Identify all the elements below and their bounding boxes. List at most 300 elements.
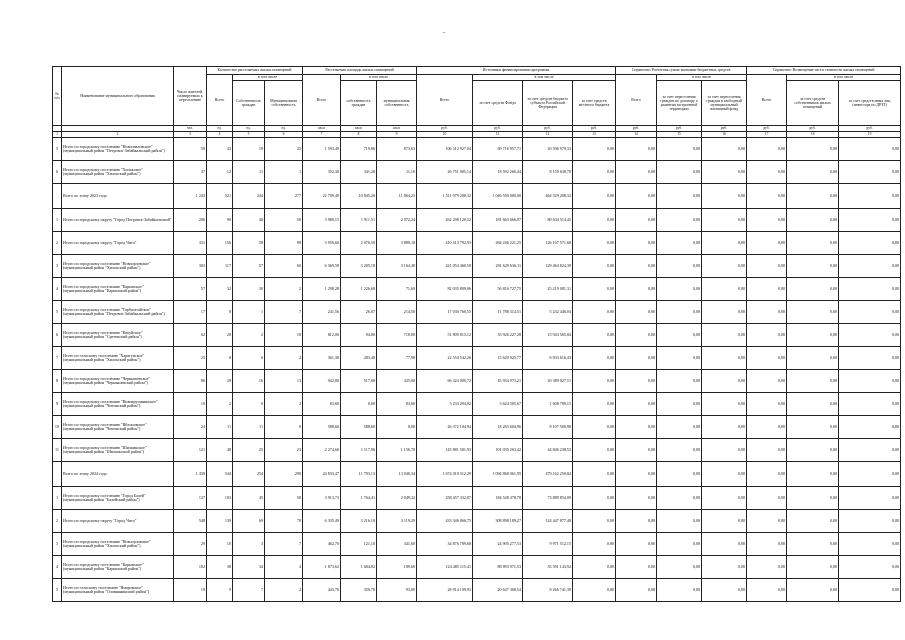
row-index — [53, 184, 62, 209]
value-cell: 56 816 727,75 — [473, 278, 523, 301]
value-cell: 0,00 — [657, 439, 702, 462]
table-row — [53, 161, 901, 184]
unit-cell: кв.м — [377, 126, 417, 132]
value-cell: 19 — [174, 579, 207, 602]
value-cell: 0,00 — [839, 510, 901, 533]
unit-cell: руб. — [417, 126, 473, 132]
value-cell: 45 — [233, 487, 265, 510]
value-cell: 462,70 — [303, 533, 341, 556]
value-cell: 45 934 973,21 — [473, 370, 523, 393]
column-number-cell: 1 — [53, 132, 62, 138]
value-cell: 8 — [207, 301, 233, 324]
value-cell: 291 629 636,11 — [473, 255, 523, 278]
value-cell: 17 — [174, 301, 207, 324]
value-cell: 11 793,13 — [341, 462, 377, 487]
row-index: 8 — [53, 370, 62, 393]
value-cell: 0,00 — [747, 393, 787, 416]
value-cell: 350,70 — [341, 579, 377, 602]
value-cell: 20 596 979,33 — [523, 138, 573, 161]
value-cell: 69 — [233, 510, 265, 533]
value-cell: 58 — [265, 487, 303, 510]
value-cell: 0,00 — [787, 579, 839, 602]
value-cell: 0,00 — [657, 184, 702, 209]
value-cell: 12 — [207, 161, 233, 184]
value-cell: 189,60 — [377, 556, 417, 579]
value-cell: 0,00 — [616, 232, 657, 255]
row-index: 6 — [53, 324, 62, 347]
value-cell: 0 — [265, 416, 303, 439]
value-cell: 71,60 — [377, 278, 417, 301]
value-cell: 34 — [233, 556, 265, 579]
municipality-name: Итого по городскому поселению "Карымское" (муниципальный район "Карымский район") — [62, 556, 174, 579]
value-cell: 25 — [174, 347, 207, 370]
municipality-name: Итого по городскому округу "Город Чита" — [62, 232, 174, 255]
row-index: 1 — [53, 487, 62, 510]
value-cell: 25 — [233, 439, 265, 462]
value-cell: 0,00 — [616, 416, 657, 439]
value-cell: 0,00 — [573, 510, 616, 533]
municipality-name: Итого по сельскому поселению "Харагунское" (муниципальный район "Хилокский район") — [62, 347, 174, 370]
header-area-municipal: муниципальная собственность — [377, 81, 417, 126]
value-cell: 0,00 — [573, 255, 616, 278]
value-cell: 0,00 — [702, 232, 747, 255]
value-cell: 11 864,23 — [377, 184, 417, 209]
value-cell: 0,00 — [573, 184, 616, 209]
value-cell: 0,00 — [787, 462, 839, 487]
value-cell: 0,00 — [747, 487, 787, 510]
value-cell: 0,00 — [573, 370, 616, 393]
value-cell: 57 — [233, 255, 265, 278]
value-cell: 0,00 — [787, 161, 839, 184]
value-cell: 0,00 — [747, 462, 787, 487]
row-index: 2 — [53, 510, 62, 533]
municipality-name: Итого по городскому поселению "Яблоновское" (муниципальный район "Читинский район") — [62, 416, 174, 439]
value-cell: 0,00 — [702, 439, 747, 462]
value-cell: 29 — [174, 533, 207, 556]
unit-cell: руб. — [523, 126, 573, 132]
column-number-cell: 8 — [341, 132, 377, 138]
value-cell: 11 — [233, 416, 265, 439]
value-cell: 11 — [207, 416, 233, 439]
value-cell: 0,00 — [839, 579, 901, 602]
value-cell: 1 593,49 — [303, 138, 341, 161]
value-cell: 10 845,26 — [341, 184, 377, 209]
value-cell: 718,00 — [377, 324, 417, 347]
value-cell: 0,00 — [702, 255, 747, 278]
value-cell: 0,00 — [573, 347, 616, 370]
municipality-name: Итого по городскому поселению "Кокуйское" (муниципальный район "Сретенский район") — [62, 324, 174, 347]
value-cell: 0,00 — [616, 393, 657, 416]
column-number-cell: 9 — [377, 132, 417, 138]
value-cell: 0,00 — [657, 579, 702, 602]
value-cell: 35 591 143,92 — [523, 556, 573, 579]
value-cell: 1 243 — [174, 184, 207, 209]
value-cell: 0,00 — [657, 161, 702, 184]
value-cell: 0,00 — [702, 416, 747, 439]
value-cell: 0,00 — [747, 278, 787, 301]
table-row — [53, 255, 901, 278]
value-cell: 2 — [265, 579, 303, 602]
unit-cell: ед. — [207, 126, 233, 132]
table-row — [53, 533, 901, 556]
value-cell: 0,00 — [573, 533, 616, 556]
value-cell: 1 911,51 — [341, 209, 377, 232]
value-cell: 3 624 505,67 — [473, 393, 523, 416]
value-cell: 0,00 — [787, 324, 839, 347]
value-cell: 18 — [233, 138, 265, 161]
value-cell: 22 709,49 — [303, 184, 341, 209]
column-number-cell: 10 — [417, 132, 473, 138]
value-cell: 303 — [174, 255, 207, 278]
header-savings-total: Всего — [616, 75, 657, 126]
header-savings-development: за счет переселения граждан по договору о развитии застроенной территории — [657, 81, 702, 126]
value-cell: 145 881 501,93 — [417, 439, 473, 462]
municipality-name: Итого по городскому поселению "Новокручининское" (муниципальный район "Читинский район") — [62, 393, 174, 416]
value-cell: 82 035 809,06 — [417, 278, 473, 301]
row-index: 4 — [53, 278, 62, 301]
header-savings-sub: в том числе — [657, 75, 747, 81]
value-cell: 0,00 — [616, 370, 657, 393]
value-cell: 0,00 — [747, 184, 787, 209]
column-number-cell: 3 — [174, 132, 207, 138]
row-index: 2 — [53, 232, 62, 255]
value-cell: 0,00 — [747, 439, 787, 462]
value-cell: 44 846 238,53 — [523, 439, 573, 462]
header-group-savings: Справочно: Расчетная сумма экономии бюджетных средств — [616, 67, 747, 75]
value-cell: 8 266 741,39 — [523, 579, 573, 602]
value-cell: 3 980,15 — [303, 209, 341, 232]
value-cell: 421 054 460,50 — [417, 255, 473, 278]
row-index — [53, 462, 62, 487]
value-cell: 1 764,41 — [341, 487, 377, 510]
value-cell: 0,00 — [787, 184, 839, 209]
value-cell: 18 592 266,44 — [473, 161, 523, 184]
header-area-private: собственность граждан — [341, 81, 377, 126]
value-cell: 443,70 — [303, 579, 341, 602]
value-cell: 0,00 — [616, 533, 657, 556]
value-cell: 0,00 — [702, 556, 747, 579]
column-number-cell: 15 — [657, 132, 702, 138]
value-cell: 7 — [233, 579, 265, 602]
value-cell: 0,00 — [573, 579, 616, 602]
municipality-name: Итого по городскому округу "Город Чита" — [62, 510, 174, 533]
municipality-name: Итого по городскому поселению "Новоорловское" (муниципальный район "Хилокский район") — [62, 533, 174, 556]
value-cell: 93,00 — [377, 579, 417, 602]
municipality-name: Всего по этапу 2024 года — [62, 462, 174, 487]
value-cell: 0,00 — [616, 439, 657, 462]
municipality-name: Итого по городскому поселению "Карымское" (муниципальный район "Карымский район") — [62, 278, 174, 301]
header-group-area: Расселяемая площадь жилых помещений — [303, 67, 417, 75]
value-cell: 0,00 — [573, 487, 616, 510]
value-cell: 0,00 — [573, 161, 616, 184]
value-cell: 2 072,24 — [377, 209, 417, 232]
value-cell: 73 889 854,09 — [523, 487, 573, 510]
value-cell: 244 — [233, 184, 265, 209]
value-cell: 331 — [174, 232, 207, 255]
value-cell: 0,00 — [616, 487, 657, 510]
municipality-name: Итого по городскому поселению "Новопавловское" (муниципальный район "Петровск-Забайкальский район") — [62, 138, 174, 161]
stage-total-row — [53, 184, 901, 209]
value-cell: 23 — [265, 439, 303, 462]
value-cell: 10 — [207, 533, 233, 556]
value-cell: 83,60 — [377, 393, 417, 416]
column-number-cell: 14 — [616, 132, 657, 138]
value-cell: 5 956,60 — [303, 232, 341, 255]
value-cell: 17 030 760,55 — [417, 301, 473, 324]
value-cell: 0,00 — [573, 439, 616, 462]
value-cell: 0,00 — [616, 324, 657, 347]
value-cell: 6 369,58 — [303, 255, 341, 278]
table-row — [53, 393, 901, 416]
value-cell: 0,00 — [702, 347, 747, 370]
header-funding-sub: в том числе — [473, 75, 616, 81]
value-cell: 341,20 — [341, 161, 377, 184]
value-cell: 0,00 — [573, 278, 616, 301]
resettlement-table-container — [52, 66, 900, 602]
value-cell: 942,00 — [303, 370, 341, 393]
municipality-name: Итого по городскому поселению "Хилокское" (муниципальный район "Хилокский район") — [62, 161, 174, 184]
unit-cell: руб. — [839, 126, 901, 132]
row-index: 10 — [53, 416, 62, 439]
value-cell: 0,00 — [657, 487, 702, 510]
header-compensation-investor: за счет средств иных лиц (инвестора по ДРЗТ) — [839, 81, 901, 126]
table-row — [53, 510, 901, 533]
value-cell: 0,00 — [616, 347, 657, 370]
value-cell: 0,00 — [787, 510, 839, 533]
value-cell: 1 684,02 — [341, 556, 377, 579]
row-index: 1 — [53, 209, 62, 232]
header-municipality: Наименование муниципального образования — [62, 67, 174, 126]
value-cell: 102 — [174, 556, 207, 579]
value-cell: 0,00 — [747, 161, 787, 184]
value-cell: 2 — [265, 278, 303, 301]
municipality-name: Итого по городскому поселению "Новоорловское" (муниципальный район "Хилокский район") — [62, 255, 174, 278]
value-cell: 1 439 — [174, 462, 207, 487]
value-cell: 0,00 — [702, 579, 747, 602]
value-cell: 0,00 — [787, 347, 839, 370]
value-cell: 0,00 — [747, 138, 787, 161]
value-cell: 9 — [207, 579, 233, 602]
value-cell: 0,00 — [657, 278, 702, 301]
value-cell: 66 324 000,72 — [417, 370, 473, 393]
value-cell: 3 — [233, 533, 265, 556]
value-cell: 544 — [207, 462, 233, 487]
value-cell: 0,00 — [839, 209, 901, 232]
value-cell: 410 413 792,93 — [417, 232, 473, 255]
value-cell: 2 — [265, 393, 303, 416]
value-cell: 0,00 — [787, 487, 839, 510]
value-cell: 0,00 — [702, 533, 747, 556]
value-cell: 0,00 — [839, 301, 901, 324]
value-cell: 0,00 — [747, 232, 787, 255]
value-cell: 0,00 — [702, 510, 747, 533]
value-cell: 521 — [207, 184, 233, 209]
value-cell: 0,00 — [787, 278, 839, 301]
value-cell: 0,00 — [787, 439, 839, 462]
value-cell: 0,00 — [657, 556, 702, 579]
value-cell: 58 — [233, 232, 265, 255]
value-cell: 1 046 550 000,00 — [473, 184, 523, 209]
value-cell: 129 464 824,39 — [523, 255, 573, 278]
value-cell: 0,00 — [657, 510, 702, 533]
value-cell: 0,00 — [702, 324, 747, 347]
column-number-cell: 13 — [573, 132, 616, 138]
value-cell: 2 049,32 — [377, 487, 417, 510]
value-cell: 1 226,68 — [341, 278, 377, 301]
value-cell: 101 035 263,42 — [473, 439, 523, 462]
value-cell: 0,00 — [702, 370, 747, 393]
unit-cell: ед. — [233, 126, 265, 132]
value-cell: 0,00 — [573, 209, 616, 232]
value-cell: 0,00 — [657, 232, 702, 255]
value-cell: 0,00 — [573, 393, 616, 416]
value-cell: 258 457 332,87 — [417, 487, 473, 510]
value-cell: 0,00 — [787, 138, 839, 161]
value-cell: 0,00 — [573, 301, 616, 324]
value-cell: 0,00 — [616, 209, 657, 232]
value-cell: 254 — [233, 462, 265, 487]
row-index: 5 — [53, 579, 62, 602]
value-cell: 0,00 — [702, 487, 747, 510]
value-cell: 124 485 115,41 — [417, 556, 473, 579]
row-index: 11 — [53, 439, 62, 462]
value-cell: 103 — [207, 487, 233, 510]
value-cell: 0,00 — [839, 161, 901, 184]
value-cell: 277 — [265, 184, 303, 209]
value-cell: 48 — [207, 439, 233, 462]
unit-cell: кв.м — [303, 126, 341, 132]
value-cell: 0,00 — [747, 416, 787, 439]
value-cell: 26,07 — [341, 301, 377, 324]
value-cell: 106 312 927,04 — [417, 138, 473, 161]
value-cell: 0,00 — [657, 301, 702, 324]
value-cell: 3 205,18 — [341, 255, 377, 278]
page-mark: - — [443, 28, 446, 36]
value-cell: 1 156,70 — [377, 439, 417, 462]
value-cell: 0,00 — [573, 232, 616, 255]
value-cell: 20 — [207, 324, 233, 347]
value-cell: 812,00 — [303, 324, 341, 347]
row-index: 6 — [53, 161, 62, 184]
row-index: 5 — [53, 301, 62, 324]
value-cell: 1 — [265, 161, 303, 184]
unit-cell: руб. — [702, 126, 747, 132]
value-cell: 214,50 — [377, 301, 417, 324]
value-cell: 16 — [233, 370, 265, 393]
municipality-name: Итого по городскому округу "Город Петровск-Забайкальский" — [62, 209, 174, 232]
value-cell: 1 674 010 312,29 — [417, 462, 473, 487]
value-cell: 0,00 — [657, 347, 702, 370]
value-cell: 26 751 905,14 — [417, 161, 473, 184]
row-index: 5 — [53, 138, 62, 161]
value-cell: 181 663 666,07 — [473, 209, 523, 232]
column-number-cell: 6 — [265, 132, 303, 138]
value-cell: 0,00 — [616, 161, 657, 184]
value-cell: 35 926 227,28 — [473, 324, 523, 347]
header-group-count: Количество расселяемых жилых помещений — [207, 67, 303, 75]
value-cell: 13 040,34 — [377, 462, 417, 487]
value-cell: 2 — [207, 393, 233, 416]
unit-cell: руб. — [473, 126, 523, 132]
table-row — [53, 278, 901, 301]
value-cell: 1 608 789,15 — [523, 393, 573, 416]
value-cell: 0,00 — [839, 556, 901, 579]
value-cell: 38 — [207, 556, 233, 579]
table-row — [53, 232, 901, 255]
column-number-cell: 4 — [207, 132, 233, 138]
value-cell: 15 943 565,84 — [523, 324, 573, 347]
value-cell: 86 — [174, 370, 207, 393]
value-cell: 0,00 — [787, 255, 839, 278]
header-group-compensation: Справочно: Возмещение части стоимости жилых помещений — [747, 67, 901, 75]
value-cell: 22 554 542,26 — [417, 347, 473, 370]
value-cell: 15 620 925,77 — [473, 347, 523, 370]
column-number-cell: 7 — [303, 132, 341, 138]
table-row — [53, 439, 901, 462]
value-cell: 98 — [265, 232, 303, 255]
value-cell: 0,00 — [787, 533, 839, 556]
value-cell: 9 971 512,15 — [523, 533, 573, 556]
value-cell: 11 — [233, 161, 265, 184]
value-cell: 0 — [233, 393, 265, 416]
header-count-total: Всего — [207, 75, 233, 126]
value-cell: 241,56 — [303, 301, 341, 324]
value-cell: 0,00 — [573, 138, 616, 161]
header-count-sub: в том числе — [233, 75, 303, 81]
value-cell: 0,00 — [747, 533, 787, 556]
value-cell: 0,00 — [839, 370, 901, 393]
table-body — [53, 138, 901, 602]
municipality-name: Итого по городскому поселению "Чернышевское" (муниципальный район "Чернышевский район") — [62, 370, 174, 393]
value-cell: 94,00 — [341, 324, 377, 347]
value-cell: 11 788 314,51 — [473, 301, 523, 324]
value-cell: 361,30 — [303, 347, 341, 370]
value-cell: 5 233 294,82 — [417, 393, 473, 416]
value-cell: 0,00 — [657, 393, 702, 416]
value-cell: 0,00 — [616, 278, 657, 301]
unit-cell: руб. — [616, 126, 657, 132]
value-cell: 124 447 877,48 — [523, 510, 573, 533]
municipality-name: Итого по городскому поселению "Шилкинское" (муниципальный район "Шилкинский район") — [62, 439, 174, 462]
value-cell: 8 107 500,98 — [523, 416, 573, 439]
value-cell: 121 — [174, 439, 207, 462]
value-cell: 6 — [233, 347, 265, 370]
municipality-name: Всего по этапу 2023 года — [62, 184, 174, 209]
value-cell: 50 — [265, 209, 303, 232]
value-cell: 24 — [174, 416, 207, 439]
value-cell: 20 647 368,54 — [473, 579, 523, 602]
value-cell: 0,00 — [747, 510, 787, 533]
value-cell: 479 162 250,84 — [523, 462, 573, 487]
value-cell: 0,00 — [616, 579, 657, 602]
table-row — [53, 301, 901, 324]
column-number-cell: 19 — [839, 132, 901, 138]
header-count-municipal: Муниципальная собственность — [265, 81, 303, 126]
value-cell: 57 — [174, 278, 207, 301]
value-cell: 0,00 — [702, 278, 747, 301]
value-cell: 0,00 — [657, 138, 702, 161]
value-cell: 184 548 478,78 — [473, 487, 523, 510]
value-cell: 29 — [207, 370, 233, 393]
resettlement-table — [52, 66, 901, 602]
value-cell: 2 076,50 — [341, 232, 377, 255]
value-cell: 588,60 — [341, 416, 377, 439]
row-index: 7 — [53, 347, 62, 370]
column-number-cell: 12 — [523, 132, 573, 138]
value-cell: 11,10 — [377, 161, 417, 184]
value-cell: 0,00 — [839, 184, 901, 209]
value-cell: 0,00 — [702, 301, 747, 324]
